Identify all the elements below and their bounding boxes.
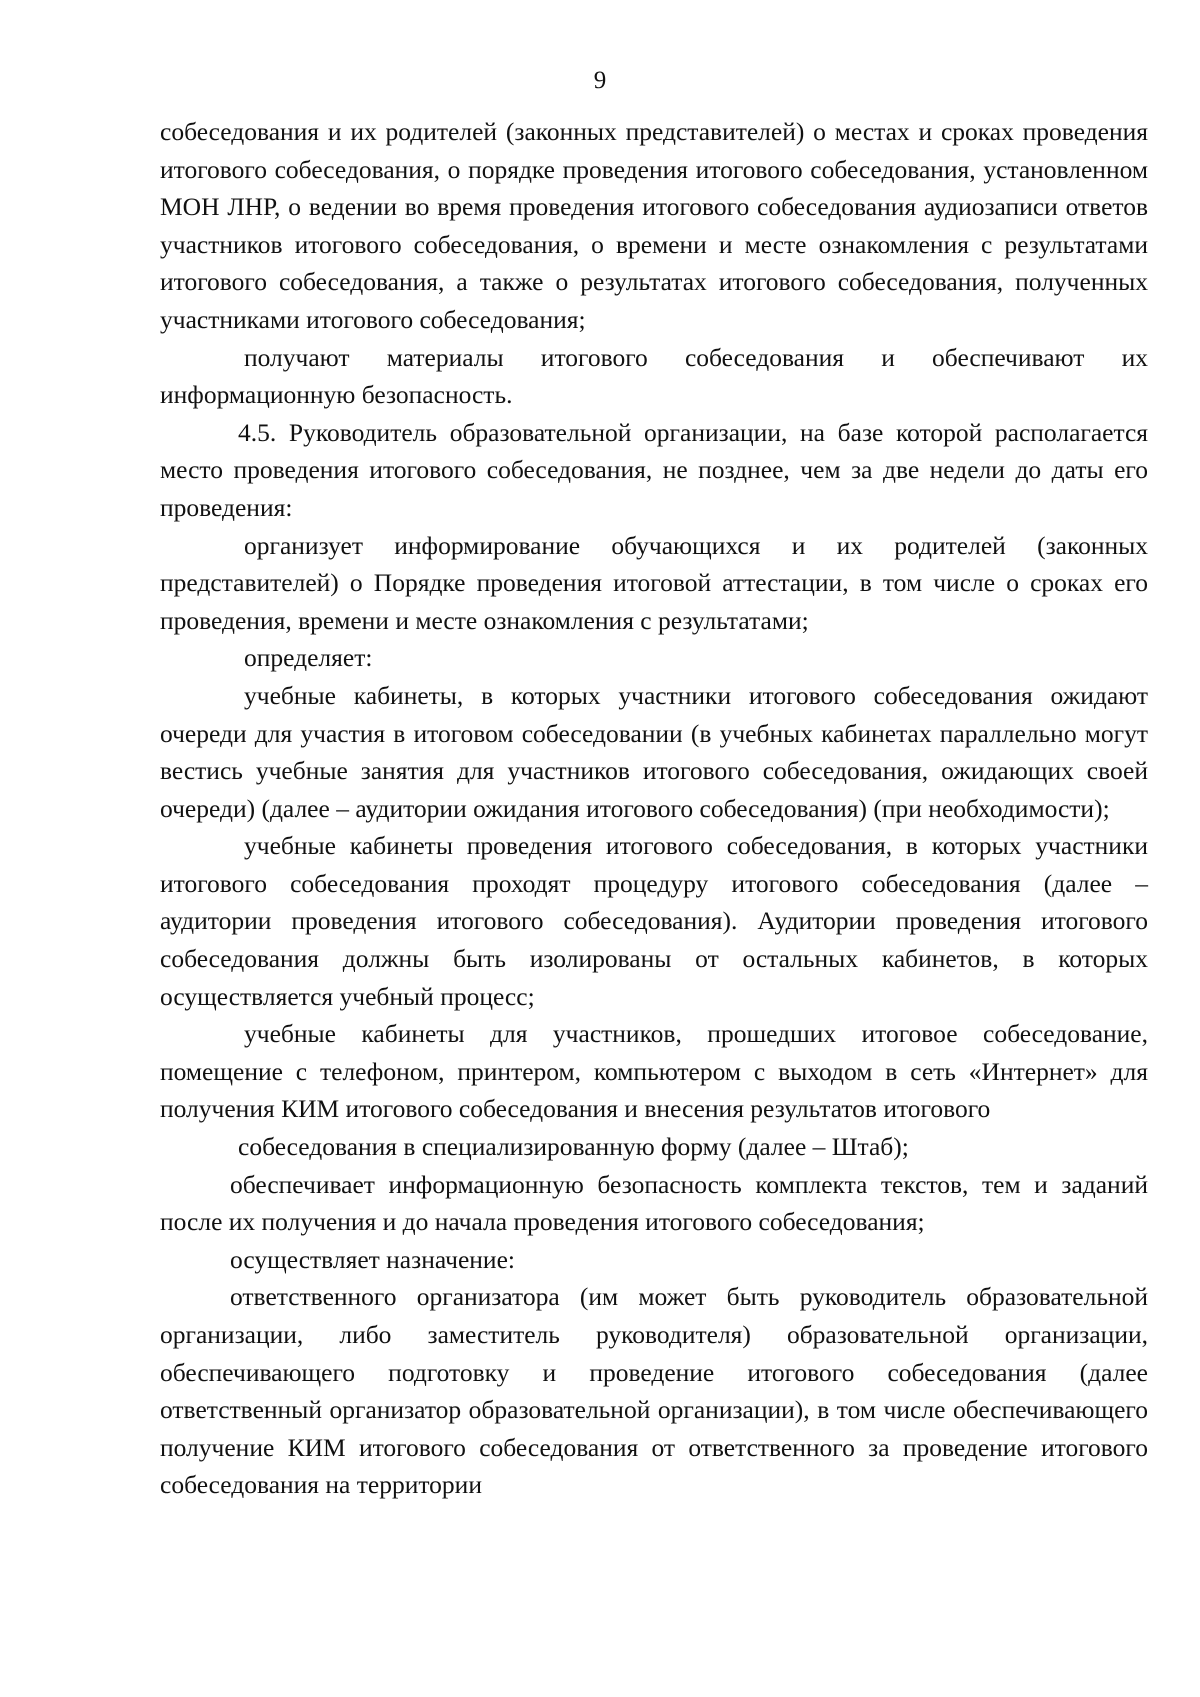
paragraph-headquarters-rooms: учебные кабинеты для участников, прошедших итоговое собеседование, помещение с телефоном, принтером, компьютером с выходом в сеть «Интернет» для получения КИМ итогового собеседования и внесения результатов итогового <box>160 1019 1148 1124</box>
paragraph-informing-participants: собеседования и их родителей (законных представителей) о местах и сроках проведения итогового собеседования, о порядке проведения итогового собеседования, установленном МОН ЛНР, о ведении во время проведения итогового собеседования аудиозаписи ответов участников итогового собеседования, о времени и месте ознакомления с результатами итогового собеседования, а также о результатах итогового собеседования, полученных участниками итогового собеседования; <box>160 117 1148 334</box>
document-body <box>160 113 1148 1504</box>
paragraph-appointment: осуществляет назначение: <box>230 1244 515 1274</box>
paragraph-4-5-head-of-organization: 4.5. Руководитель образовательной организации, на базе которой располагается место проведения итогового собеседования, не позднее, чем за две недели до даты его проведения: <box>160 417 1148 522</box>
paragraph-responsible-organizer: ответственного организатора (им может быть руководитель образовательной организации, либо заместитель руководителя) образовательной организации, обеспечивающего подготовку и проведение итогового собеседования (далее ответственный организатор образовательной организации), в том числе обеспечивающего получение КИМ итогового собеседования от ответственного за проведение итогового собеседования на территории <box>160 1282 1148 1500</box>
page-number: 9 <box>593 67 607 94</box>
paragraph-organizes-informing: организует информирование обучающихся и их родителей (законных представителей) о Порядке проведения итоговой аттестации, в том числе о сроках его проведения, времени и месте ознакомления с результатами; <box>160 530 1148 635</box>
paragraph-conducting-rooms: учебные кабинеты проведения итогового собеседования, в которых участники итогового собеседования проходят процедуру итогового собеседования (далее – аудитории проведения итогового собеседования). Аудитории проведения итогового собеседования должны быть изолированы от остальных кабинетов, в которых осуществляется учебный процесс; <box>160 831 1148 1011</box>
paragraph-information-security: обеспечивает информационную безопасность комплекта текстов, тем и заданий после их получения и до начала проведения итогового собеседования; <box>160 1169 1148 1237</box>
paragraph-waiting-rooms: учебные кабинеты, в которых участники итогового собеседования ожидают очереди для участия в итоговом собеседовании (в учебных кабинетах параллельно могут вестись учебные занятия для участников итогового собеседования, ожидающих своей очереди) (далее – аудитории ожидания итогового собеседования) (при необходимости); <box>160 680 1148 823</box>
paragraph-determines: определяет: <box>244 643 373 673</box>
paragraph-receive-materials: получают материалы итогового собеседования и обеспечивают их информационную безопасность. <box>160 342 1148 410</box>
paragraph-headquarters-continuation: собеседования в специализированную форму (далее – Штаб); <box>238 1132 909 1162</box>
